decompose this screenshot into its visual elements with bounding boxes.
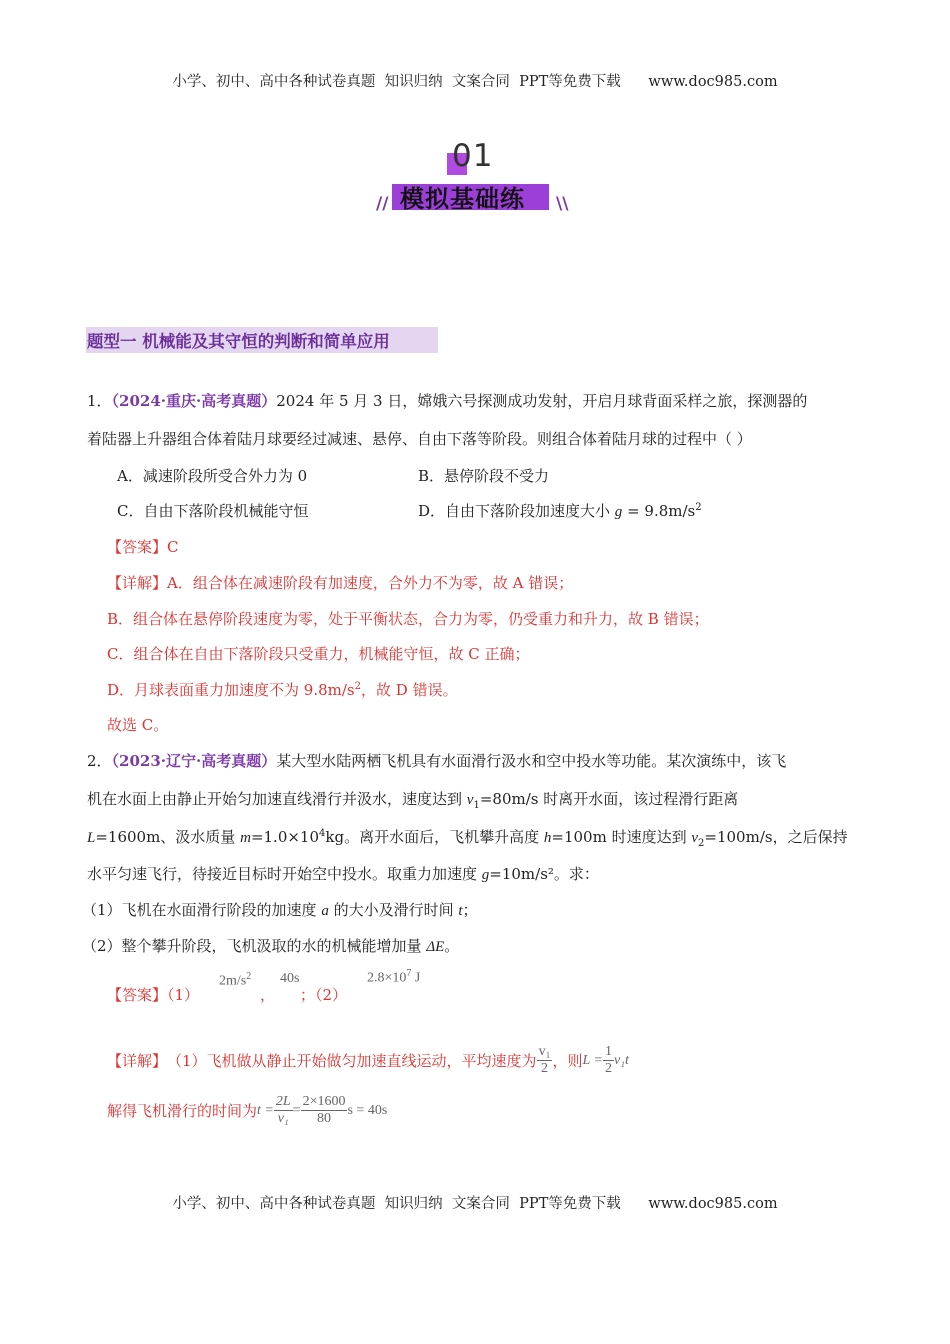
q1-answer-value: C xyxy=(167,538,179,556)
q1-option-a: A．减速阶段所受合外力为 0 xyxy=(117,467,308,485)
q2-sub1-var-a: a xyxy=(321,903,329,919)
q2-sub1-a: （1）飞机在水面滑行阶段的加速度 xyxy=(82,901,322,919)
q1-detail-2: B．组合体在悬停阶段速度为零，处于平衡状态，合力为零，仍受重力和升力，故 B 错误； xyxy=(107,610,709,628)
q1-stem-line-2: 着陆器上升器组合体着陆月球要经过减速、悬停、自由下落等阶段。则组合体着陆月球的过程中（ ） xyxy=(87,430,752,448)
q2-line-3-a: =1600m、汲水质量 xyxy=(95,828,241,846)
badge-title: 模拟基础练 xyxy=(400,185,525,213)
q2-fraction-one-half xyxy=(603,1044,614,1077)
q2-answer-value-1-sup: 2 xyxy=(246,971,252,982)
q2-equation-1-lhs: L = xyxy=(582,1052,603,1068)
page-footer xyxy=(0,1192,950,1213)
q2-line-2-b: =80m/s 时离开水面，该过程滑行距离 xyxy=(479,790,739,808)
q2-stem-line-4 xyxy=(87,863,599,884)
badge-left-deco: // xyxy=(376,194,389,214)
q2-detail-2 xyxy=(107,1094,387,1127)
header-text: 小学、初中、高中各种试卷真题 知识归纳 文案合同 PPT等免费下载 xyxy=(172,74,621,90)
q1-conclusion: 故选 C。 xyxy=(107,716,169,734)
q2-line-3-e: =100m/s，之后保持 xyxy=(704,828,848,846)
q1-detail-4 xyxy=(107,679,458,700)
q2-sub1-var-t: t xyxy=(458,903,463,919)
q2-answer-value-3-sup: 7 xyxy=(406,968,412,979)
q2-line-4-b: =10m/s²。求： xyxy=(489,865,599,883)
q2-equation-1-tail: v₁t xyxy=(613,1052,629,1068)
q2-detail-2-text: 解得飞机滑行的时间为 xyxy=(107,1102,258,1121)
q2-sub2-var: ΔE xyxy=(426,939,445,955)
q1-detail-4-tail: ，故 D 错误。 xyxy=(361,681,458,699)
q1-option-d-var: g xyxy=(614,504,623,520)
q1-answer-label: 【答案】 xyxy=(107,538,168,556)
q2-fraction-numeric xyxy=(301,1094,348,1127)
q2-line-4-a: 水平匀速飞行，待接近目标时开始空中投水。取重力加速度 xyxy=(87,865,482,883)
q2-answer-comma: ， xyxy=(260,986,276,1004)
q2-var-v1: v xyxy=(466,792,474,808)
q2-sub2-a: （2）整个攀升阶段，飞机汲取的水的机械能增加量 xyxy=(82,937,427,955)
q1-stem-line-1: 2024 年 5 月 3 日，嫦娥六号探测成功发射，开启月球背面采样之旅，探测器的 xyxy=(276,392,808,410)
q2-answer-value-2: 40s xyxy=(280,971,300,986)
q2-stem-line-2 xyxy=(87,788,738,811)
q2-stem-line-3 xyxy=(87,826,848,849)
q1-detail-3: C．组合体在自由下落阶段只受重力，机械能守恒，故 C 正确； xyxy=(107,645,530,663)
q2-fraction-4-denominator: 80 xyxy=(317,1111,332,1127)
q2-fraction-3-numerator: 2L xyxy=(274,1094,293,1111)
q1-option-d xyxy=(418,500,702,521)
q1-option-d-text: D．自由下落阶段加速度大小 xyxy=(418,502,615,520)
q2-fraction-v1-over-2 xyxy=(537,1044,553,1077)
q2-var-v1-sub: 1 xyxy=(473,800,480,811)
q2-answer xyxy=(107,984,199,1005)
q1-detail-4-sup: 2 xyxy=(354,681,362,692)
q2-subquestion-2 xyxy=(82,935,459,956)
q1-answer xyxy=(107,536,179,557)
q2-answer-value-3-unit: J xyxy=(414,970,421,986)
q1-option-d-sup: 2 xyxy=(695,502,702,513)
q2-equation-2-lhs: t = xyxy=(257,1102,274,1118)
badge-right-deco: \\ xyxy=(556,194,569,214)
q1-detail-4-text: D．月球表面重力加速度不为 9.8m/s xyxy=(107,681,355,699)
q2-equation-2-result: s = 40s xyxy=(347,1102,388,1118)
q2-answer-value-3-text: 2.8×10 xyxy=(367,970,407,986)
q2-fraction-1-denominator: 2 xyxy=(541,1061,548,1077)
q1-option-c: C．自由下落阶段机械能守恒 xyxy=(117,502,309,520)
q2-line-3-sup: 4 xyxy=(319,828,326,839)
q2-var-m: m xyxy=(240,830,251,846)
q2-fraction-4-numerator: 2×1600 xyxy=(301,1094,348,1111)
q1-detail-label: 【详解】 xyxy=(107,574,168,592)
header-url[interactable]: www.doc985.com xyxy=(648,74,778,90)
q1-number: 1． xyxy=(87,392,112,410)
q1-option-b: B．悬停阶段不受力 xyxy=(418,467,550,485)
q2-number: 2． xyxy=(87,752,112,770)
q1-detail-1-text: A．组合体在减速阶段有加速度，合外力不为零，故 A 错误； xyxy=(167,574,574,592)
q2-var-g: g xyxy=(481,867,490,883)
q2-var-v2: v xyxy=(691,830,699,846)
q2-fraction-2L-over-v1 xyxy=(274,1094,293,1127)
q2-answer-part2-label: ；（2） xyxy=(300,986,348,1004)
q2-fraction-1-numerator: v₁ xyxy=(537,1044,553,1061)
badge-number: 01 xyxy=(452,138,494,174)
q2-line-3-c: kg。离开水面后，飞机攀升高度 xyxy=(325,828,544,846)
q1-source: （2024·重庆·高考真题） xyxy=(111,392,277,410)
q2-sub2-b: 。 xyxy=(444,937,460,955)
q2-detail-1-tail: ，则 xyxy=(552,1052,583,1071)
q2-answer-label: 【答案】 xyxy=(107,986,168,1004)
q2-var-L: L xyxy=(87,830,96,846)
q1-option-d-value: = 9.8m/s xyxy=(622,502,696,520)
q2-fraction-2-denominator: 2 xyxy=(604,1061,612,1077)
q2-answer-value-1-text: 2m/s xyxy=(219,973,247,989)
page-header xyxy=(0,70,950,91)
q2-equation-2-equals: = xyxy=(292,1102,301,1118)
q2-var-h: h xyxy=(543,830,552,846)
q2-detail-1 xyxy=(107,1044,629,1077)
q2-line-3-d: =100m 时速度达到 xyxy=(551,828,692,846)
q2-detail-label: 【详解】 xyxy=(107,1052,168,1071)
footer-url[interactable]: www.doc985.com xyxy=(648,1196,778,1212)
q2-line-3-b: =1.0×10 xyxy=(250,828,320,846)
q1-line-1 xyxy=(87,390,807,411)
q2-answer-value-1 xyxy=(219,971,251,990)
q2-subquestion-1 xyxy=(82,899,478,920)
q2-fraction-3-denominator: v₁ xyxy=(277,1111,289,1127)
q2-answer-part1-label: （1） xyxy=(167,986,200,1004)
q2-var-v2-sub: 2 xyxy=(698,838,705,849)
section-title: 题型一 机械能及其守恒的判断和简单应用 xyxy=(87,332,390,351)
q2-line-2-a: 机在水面上由静止开始匀加速直线滑行并汲水，速度达到 xyxy=(87,790,467,808)
q2-line-1 xyxy=(87,750,786,771)
q2-fraction-2-numerator: 1 xyxy=(603,1044,614,1061)
q2-detail-1-text: （1）飞机做从静止开始做匀加速直线运动，平均速度为 xyxy=(167,1052,537,1071)
q2-source: （2023·辽宁·高考真题） xyxy=(111,752,277,770)
q2-sub1-b: 的大小及滑行时间 xyxy=(328,901,459,919)
q2-stem-line-1: 某大型水陆两栖飞机具有水面滑行汲水和空中投水等功能。某次演练中，该飞 xyxy=(276,752,787,770)
footer-text: 小学、初中、高中各种试卷真题 知识归纳 文案合同 PPT等免费下载 xyxy=(172,1196,621,1212)
q2-answer-value-3 xyxy=(367,968,420,987)
q2-sub1-c: ； xyxy=(462,901,478,919)
q1-detail-1 xyxy=(107,572,573,593)
